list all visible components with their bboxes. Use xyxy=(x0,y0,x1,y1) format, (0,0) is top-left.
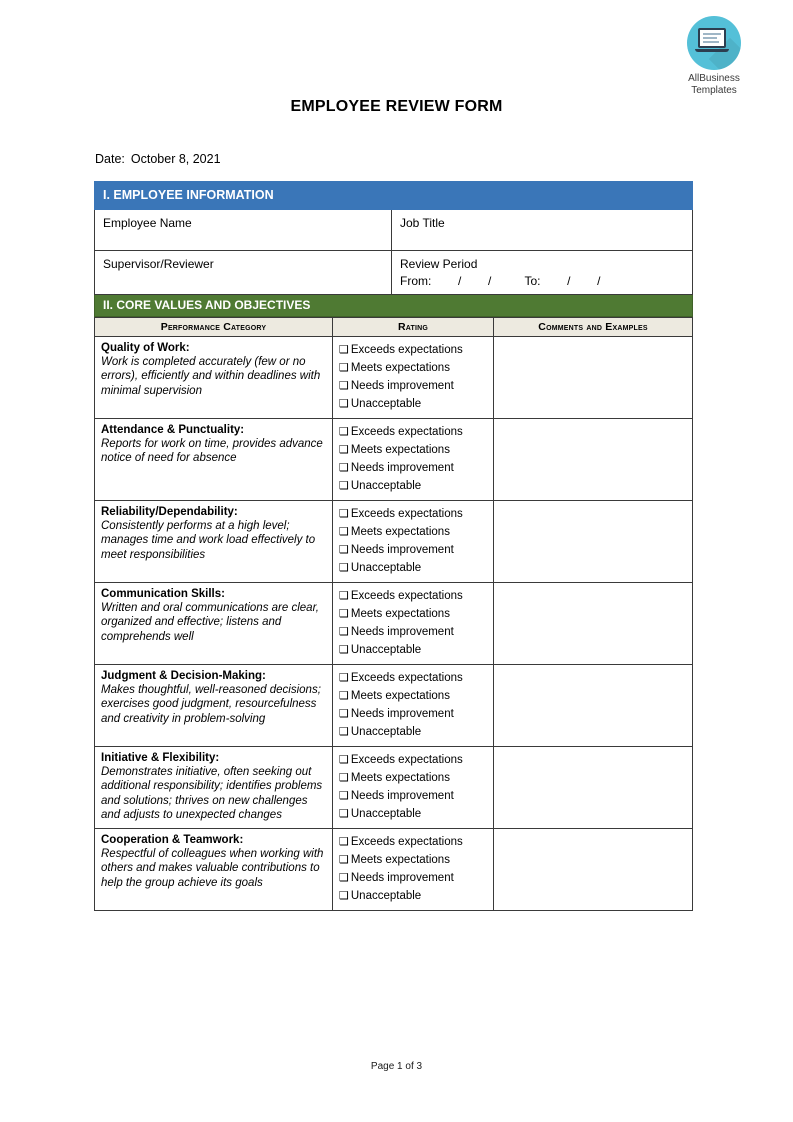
rating-option-label: Exceeds expectations xyxy=(350,672,463,684)
category-title: Quality of Work: xyxy=(101,342,190,354)
column-header-category: Performance Category xyxy=(95,318,333,337)
category-title: Judgment & Decision-Making: xyxy=(101,670,266,682)
employee-name-field[interactable] xyxy=(95,210,392,251)
rating-checkbox-option[interactable] xyxy=(339,623,487,641)
category-description: Makes thoughtful, well-reasoned decisions; exercises good judgment, resourcefulness and creativity in problem-solving xyxy=(101,684,321,725)
checkbox-icon[interactable]: ❑ xyxy=(339,525,349,538)
checkbox-icon[interactable]: ❑ xyxy=(339,789,349,802)
table-row xyxy=(95,583,693,665)
rating-cell xyxy=(333,337,494,419)
section-two-heading: II. CORE VALUES AND OBJECTIVES xyxy=(95,295,693,317)
performance-category-cell xyxy=(95,337,333,419)
rating-checkbox-option[interactable] xyxy=(339,787,487,805)
rating-checkbox-option[interactable] xyxy=(339,523,487,541)
review-period-label: Review Period xyxy=(400,257,478,271)
rating-option-label: Meets expectations xyxy=(350,444,450,456)
rating-option-label: Exceeds expectations xyxy=(350,590,463,602)
rating-option-label: Unacceptable xyxy=(350,808,422,820)
section-one-heading-row xyxy=(95,182,693,210)
checkbox-icon[interactable]: ❑ xyxy=(339,343,349,356)
performance-category-cell xyxy=(95,829,333,911)
document-date xyxy=(95,152,221,166)
laptop-icon xyxy=(698,28,730,52)
table-row xyxy=(95,251,693,295)
section-one-heading: I. EMPLOYEE INFORMATION xyxy=(95,182,693,210)
laptop-screen xyxy=(698,28,726,48)
checkbox-icon[interactable]: ❑ xyxy=(339,589,349,602)
screen-line xyxy=(703,33,721,35)
date-value: October 8, 2021 xyxy=(130,152,221,166)
rating-checkbox-option[interactable] xyxy=(339,505,487,523)
rating-option-label: Meets expectations xyxy=(350,526,450,538)
rating-checkbox-option[interactable] xyxy=(339,559,487,577)
logo-circle-icon xyxy=(687,16,741,70)
comments-cell[interactable] xyxy=(494,747,693,829)
rating-option-label: Exceeds expectations xyxy=(350,754,463,766)
rating-option-label: Needs improvement xyxy=(350,708,454,720)
category-title: Initiative & Flexibility: xyxy=(101,752,220,764)
category-description: Written and oral communications are clear, organized and effective; listens and comprehends well xyxy=(101,602,319,643)
rating-checkbox-option[interactable] xyxy=(339,605,487,623)
rating-option-label: Meets expectations xyxy=(350,362,450,374)
rating-cell xyxy=(333,501,494,583)
page-title: EMPLOYEE REVIEW FORM xyxy=(290,98,503,115)
performance-category-cell xyxy=(95,419,333,501)
page-footer: Page 1 of 3 xyxy=(370,1061,423,1072)
rating-option-label: Unacceptable xyxy=(350,644,422,656)
rating-option-label: Exceeds expectations xyxy=(350,836,463,848)
rating-checkbox-option[interactable] xyxy=(339,769,487,787)
rating-option-label: Exceeds expectations xyxy=(350,508,463,520)
checkbox-icon[interactable]: ❑ xyxy=(339,871,349,884)
rating-option-label: Meets expectations xyxy=(350,690,450,702)
checkbox-icon[interactable]: ❑ xyxy=(339,543,349,556)
checkbox-icon[interactable]: ❑ xyxy=(339,643,349,656)
rating-checkbox-option[interactable] xyxy=(339,541,487,559)
column-header-rating: Rating xyxy=(333,318,494,337)
rating-checkbox-option[interactable] xyxy=(339,751,487,769)
rating-option-label: Unacceptable xyxy=(350,726,422,738)
core-values-table xyxy=(94,317,693,911)
rating-option-label: Exceeds expectations xyxy=(350,426,463,438)
category-description: Work is completed accurately (few or no errors), efficiently and within deadlines with minimal supervision xyxy=(101,356,321,397)
job-title-label: Job Title xyxy=(400,216,445,230)
rating-checkbox-option[interactable] xyxy=(339,851,487,869)
checkbox-icon[interactable]: ❑ xyxy=(339,607,349,620)
checkbox-icon[interactable]: ❑ xyxy=(339,561,349,574)
rating-option-label: Unacceptable xyxy=(350,398,422,410)
rating-checkbox-option[interactable] xyxy=(339,705,487,723)
rating-checkbox-option[interactable] xyxy=(339,805,487,823)
rating-option-label: Unacceptable xyxy=(350,480,422,492)
rating-option-label: Unacceptable xyxy=(350,890,422,902)
rating-option-label: Needs improvement xyxy=(350,544,454,556)
brand-name xyxy=(676,73,752,97)
rating-option-label: Meets expectations xyxy=(350,772,450,784)
performance-category-cell xyxy=(95,583,333,665)
checkbox-icon[interactable]: ❑ xyxy=(339,771,349,784)
comments-cell[interactable] xyxy=(494,583,693,665)
rating-checkbox-option[interactable] xyxy=(339,395,487,413)
performance-category-cell xyxy=(95,501,333,583)
rating-option-label: Meets expectations xyxy=(350,854,450,866)
checkbox-icon[interactable]: ❑ xyxy=(339,725,349,738)
table-row xyxy=(95,829,693,911)
table-row xyxy=(95,419,693,501)
category-description: Consistently performs at a high level; manages time and work load effectively to meet responsibilities xyxy=(101,520,316,561)
checkbox-icon[interactable]: ❑ xyxy=(339,461,349,474)
employee-name-label: Employee Name xyxy=(103,216,192,230)
category-title: Cooperation & Teamwork: xyxy=(101,834,244,846)
rating-option-label: Needs improvement xyxy=(350,626,454,638)
table-row xyxy=(95,665,693,747)
rating-checkbox-option[interactable] xyxy=(339,359,487,377)
rating-checkbox-option[interactable] xyxy=(339,687,487,705)
table-row xyxy=(95,747,693,829)
checkbox-icon[interactable]: ❑ xyxy=(339,707,349,720)
category-description: Respectful of colleagues when working with others and makes valuable contributions to help the group achieve its goals xyxy=(101,848,324,889)
checkbox-icon[interactable]: ❑ xyxy=(339,425,349,438)
rating-checkbox-option[interactable] xyxy=(339,887,487,905)
rating-checkbox-option[interactable] xyxy=(339,423,487,441)
screen-line xyxy=(703,37,717,39)
rating-checkbox-option[interactable] xyxy=(339,341,487,359)
table-row xyxy=(95,337,693,419)
checkbox-icon[interactable]: ❑ xyxy=(339,807,349,820)
rating-option-label: Exceeds expectations xyxy=(350,344,463,356)
review-period-dates[interactable]: From: / / To: / / xyxy=(400,274,601,288)
rating-cell xyxy=(333,583,494,665)
checkbox-icon[interactable]: ❑ xyxy=(339,397,349,410)
supervisor-label: Supervisor/Reviewer xyxy=(103,257,214,271)
brand-name-line2: Templates xyxy=(691,85,737,96)
rating-option-label: Needs improvement xyxy=(350,462,454,474)
rating-checkbox-option[interactable] xyxy=(339,833,487,851)
comments-cell[interactable] xyxy=(494,419,693,501)
rating-option-label: Needs improvement xyxy=(350,790,454,802)
checkbox-icon[interactable]: ❑ xyxy=(339,379,349,392)
checkbox-icon[interactable]: ❑ xyxy=(339,479,349,492)
category-title: Attendance & Punctuality: xyxy=(101,424,245,436)
rating-option-label: Needs improvement xyxy=(350,380,454,392)
review-period-field[interactable] xyxy=(392,251,693,295)
brand-logo xyxy=(676,16,752,97)
rating-cell xyxy=(333,747,494,829)
rating-checkbox-option[interactable] xyxy=(339,441,487,459)
rating-checkbox-option[interactable] xyxy=(339,669,487,687)
checkbox-icon[interactable]: ❑ xyxy=(339,443,349,456)
checkbox-icon[interactable]: ❑ xyxy=(339,361,349,374)
comments-cell[interactable] xyxy=(494,501,693,583)
rating-checkbox-option[interactable] xyxy=(339,723,487,741)
rating-cell xyxy=(333,665,494,747)
rating-checkbox-option[interactable] xyxy=(339,377,487,395)
category-description: Reports for work on time, provides advance notice of need for absence xyxy=(101,438,323,465)
checkbox-icon[interactable]: ❑ xyxy=(339,853,349,866)
checkbox-icon[interactable]: ❑ xyxy=(339,835,349,848)
comments-cell[interactable] xyxy=(494,665,693,747)
rating-checkbox-option[interactable] xyxy=(339,641,487,659)
rating-cell xyxy=(333,829,494,911)
rating-option-label: Unacceptable xyxy=(350,562,422,574)
rating-checkbox-option[interactable] xyxy=(339,459,487,477)
supervisor-field[interactable] xyxy=(95,251,392,295)
rating-checkbox-option[interactable] xyxy=(339,477,487,495)
section-two-heading-row xyxy=(95,295,693,317)
employee-information-table xyxy=(94,181,693,317)
column-header-row xyxy=(95,318,693,337)
category-title: Communication Skills: xyxy=(101,588,225,600)
comments-cell[interactable] xyxy=(494,829,693,911)
category-description: Demonstrates initiative, often seeking out additional responsibility; identifies problems and solutions; thrives on new challenges and adjusts to unexpected changes xyxy=(101,766,323,821)
rating-option-label: Needs improvement xyxy=(350,872,454,884)
checkbox-icon[interactable]: ❑ xyxy=(339,889,349,902)
rating-checkbox-option[interactable] xyxy=(339,587,487,605)
rating-cell xyxy=(333,419,494,501)
brand-name-line1: AllBusiness xyxy=(688,73,740,84)
date-label: Date: xyxy=(95,152,125,166)
comments-cell[interactable] xyxy=(494,337,693,419)
column-header-comments: Comments and Examples xyxy=(494,318,693,337)
form-area xyxy=(94,181,692,911)
checkbox-icon[interactable]: ❑ xyxy=(339,625,349,638)
rating-option-label: Meets expectations xyxy=(350,608,450,620)
performance-category-cell xyxy=(95,747,333,829)
category-title: Reliability/Dependability: xyxy=(101,506,238,518)
checkbox-icon[interactable]: ❑ xyxy=(339,507,349,520)
table-row xyxy=(95,501,693,583)
performance-category-cell xyxy=(95,665,333,747)
checkbox-icon[interactable]: ❑ xyxy=(339,689,349,702)
laptop-base xyxy=(695,49,729,52)
checkbox-icon[interactable]: ❑ xyxy=(339,753,349,766)
checkbox-icon[interactable]: ❑ xyxy=(339,671,349,684)
screen-line xyxy=(703,41,719,43)
job-title-field[interactable] xyxy=(392,210,693,251)
table-row xyxy=(95,210,693,251)
rating-checkbox-option[interactable] xyxy=(339,869,487,887)
